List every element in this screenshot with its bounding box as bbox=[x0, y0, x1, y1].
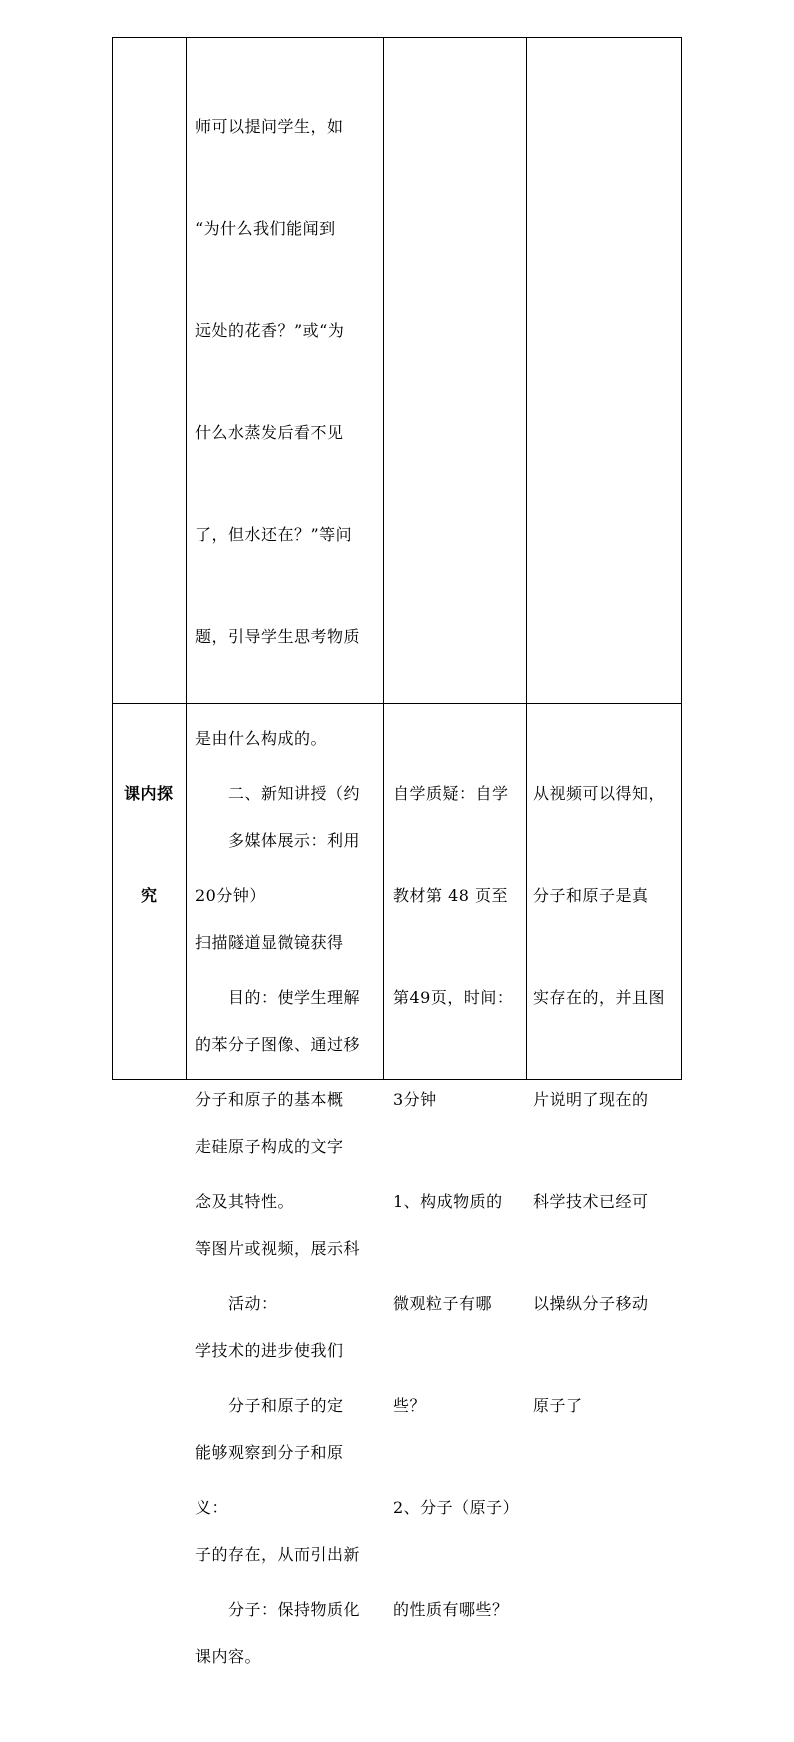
text-line: 课内容。 bbox=[195, 1647, 262, 1666]
text-line: 远处的花香？”或“为 bbox=[195, 321, 345, 340]
row-2-col4-text bbox=[533, 709, 665, 1491]
text-line: 多媒体展示：利用 bbox=[195, 831, 361, 850]
table-border-col2 bbox=[383, 37, 384, 1080]
text-line: 的苯分子图像、通过移 bbox=[195, 1035, 361, 1054]
row-2-col3-text bbox=[393, 709, 519, 1695]
text-line: 以操纵分子移动 bbox=[533, 1294, 649, 1313]
table-border-col1 bbox=[186, 37, 187, 1080]
text-line: 了，但水还在？”等问 bbox=[195, 525, 353, 544]
row-2-col2-text bbox=[195, 709, 360, 1695]
text-line: 分子和原子是真 bbox=[533, 886, 649, 905]
text-line: 科学技术已经可 bbox=[533, 1192, 649, 1211]
row-2-label bbox=[124, 709, 174, 981]
label-line: 究 bbox=[141, 886, 158, 905]
text-line: 实存在的，并且图 bbox=[533, 988, 666, 1007]
table-border-left bbox=[112, 37, 113, 1080]
text-line: 2、分子（原子） bbox=[393, 1498, 520, 1517]
text-line: 分子：保持物质化 bbox=[195, 1600, 361, 1619]
text-line: 目的：使学生理解 bbox=[195, 988, 361, 1007]
text-line: 走硅原子构成的文字 bbox=[195, 1137, 344, 1156]
text-line: 二、新知讲授（约 bbox=[195, 784, 361, 803]
text-line: 片说明了现在的 bbox=[533, 1090, 649, 1109]
text-line: 义： bbox=[195, 1498, 229, 1517]
table-border-right bbox=[681, 37, 682, 1080]
text-line: 原子了 bbox=[533, 1396, 583, 1415]
text-line: 从视频可以得知， bbox=[533, 784, 666, 803]
table-border-col3 bbox=[526, 37, 527, 1080]
text-line: 是由什么构成的。 bbox=[195, 729, 328, 748]
text-line: “为什么我们能闻到 bbox=[195, 219, 336, 238]
text-line: 的性质有哪些？ bbox=[393, 1600, 509, 1619]
table-border-top bbox=[112, 37, 682, 38]
text-line: 念及其特性。 bbox=[195, 1192, 295, 1211]
text-line: 自学质疑：自学 bbox=[393, 784, 509, 803]
text-line: 活动： bbox=[195, 1294, 278, 1313]
text-line: 分子和原子的基本概 bbox=[195, 1090, 344, 1109]
text-line: 师可以提问学生，如 bbox=[195, 117, 344, 136]
text-line: 题，引导学生思考物质 bbox=[195, 627, 361, 646]
text-line: 扫描隧道显微镜获得 bbox=[195, 933, 344, 952]
text-line: 能够观察到分子和原 bbox=[195, 1443, 344, 1462]
text-line: 些？ bbox=[393, 1396, 427, 1415]
text-line: 1、构成物质的 bbox=[393, 1192, 503, 1211]
text-line: 第49页，时间： bbox=[393, 988, 514, 1007]
text-line: 分子和原子的定 bbox=[195, 1396, 344, 1415]
text-line: 教材第 48 页至 bbox=[393, 886, 509, 905]
text-line: 什么水蒸发后看不见 bbox=[195, 423, 344, 442]
lesson-plan-table bbox=[112, 37, 682, 1666]
text-line: 等图片或视频，展示科 bbox=[195, 1239, 361, 1258]
label-line: 课内探 bbox=[124, 784, 174, 803]
text-line: 微观粒子有哪 bbox=[393, 1294, 493, 1313]
text-line: 子的存在，从而引出新 bbox=[195, 1545, 361, 1564]
text-line: 20分钟） bbox=[195, 886, 266, 905]
text-line: 3分钟 bbox=[393, 1090, 437, 1109]
text-line: 学技术的进步使我们 bbox=[195, 1341, 344, 1360]
